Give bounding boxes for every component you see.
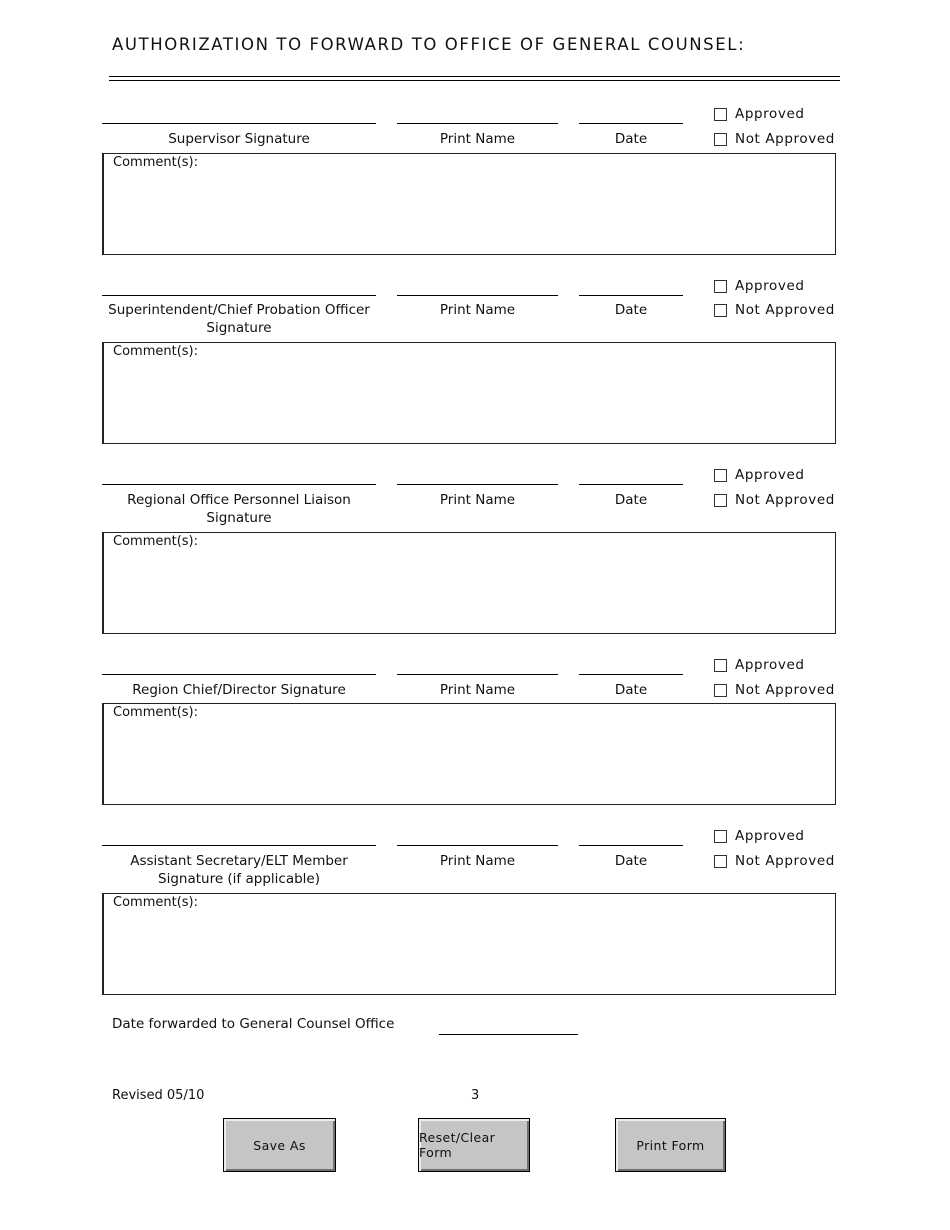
print-name-caption: Print Name bbox=[439, 492, 516, 508]
date-field[interactable] bbox=[579, 674, 683, 675]
approved-checkbox[interactable] bbox=[714, 656, 805, 674]
print-name-field[interactable] bbox=[397, 295, 558, 296]
comments-label: Comment(s): bbox=[113, 895, 198, 910]
not-approved-label: Not Approved bbox=[735, 682, 835, 698]
comments-textarea[interactable] bbox=[102, 893, 836, 995]
print-name-caption: Print Name bbox=[439, 302, 516, 318]
revised-date: Revised 05/10 bbox=[112, 1088, 205, 1103]
print-name-field[interactable] bbox=[397, 674, 558, 675]
date-forwarded-label: Date forwarded to General Counsel Office bbox=[112, 1016, 395, 1032]
date-caption: Date bbox=[614, 853, 648, 869]
approval-section-region-chief bbox=[0, 654, 950, 829]
checkbox-icon[interactable] bbox=[714, 133, 727, 146]
approval-section-assistant-secretary bbox=[0, 825, 950, 1000]
checkbox-icon[interactable] bbox=[714, 659, 727, 672]
signature-caption: Superintendent/Chief Probation Officer Signature bbox=[108, 302, 370, 336]
date-caption: Date bbox=[614, 682, 648, 698]
checkbox-icon[interactable] bbox=[714, 304, 727, 317]
date-field[interactable] bbox=[579, 845, 683, 846]
approved-label: Approved bbox=[735, 828, 805, 844]
print-name-caption: Print Name bbox=[439, 131, 516, 147]
form-title: AUTHORIZATION TO FORWARD TO OFFICE OF GENERAL COUNSEL: bbox=[112, 35, 746, 54]
date-caption: Date bbox=[614, 492, 648, 508]
checkbox-icon[interactable] bbox=[714, 830, 727, 843]
print-name-caption: Print Name bbox=[439, 682, 516, 698]
approval-section-regional-liaison bbox=[0, 464, 950, 639]
print-name-field[interactable] bbox=[397, 123, 558, 124]
not-approved-checkbox[interactable] bbox=[714, 130, 835, 148]
signature-caption: Regional Office Personnel Liaison Signature bbox=[127, 492, 351, 526]
signature-field[interactable] bbox=[102, 845, 376, 846]
approved-label: Approved bbox=[735, 278, 805, 294]
signature-caption: Supervisor Signature bbox=[168, 131, 310, 147]
approved-checkbox[interactable] bbox=[714, 466, 805, 484]
checkbox-icon[interactable] bbox=[714, 494, 727, 507]
comments-label: Comment(s): bbox=[113, 705, 198, 720]
comments-label: Comment(s): bbox=[113, 344, 198, 359]
date-forwarded-field[interactable] bbox=[439, 1034, 578, 1035]
checkbox-icon[interactable] bbox=[714, 684, 727, 697]
not-approved-label: Not Approved bbox=[735, 131, 835, 147]
approval-section-superintendent bbox=[0, 274, 950, 449]
print-name-caption: Print Name bbox=[439, 853, 516, 869]
date-caption: Date bbox=[614, 302, 648, 318]
comments-label: Comment(s): bbox=[113, 534, 198, 549]
signature-field[interactable] bbox=[102, 674, 376, 675]
page-number: 3 bbox=[471, 1088, 480, 1103]
save-as-button[interactable]: Save As bbox=[223, 1118, 336, 1172]
signature-field[interactable] bbox=[102, 123, 376, 124]
comments-textarea[interactable] bbox=[102, 153, 836, 255]
not-approved-label: Not Approved bbox=[735, 853, 835, 869]
print-name-field[interactable] bbox=[397, 484, 558, 485]
approved-label: Approved bbox=[735, 106, 805, 122]
not-approved-checkbox[interactable] bbox=[714, 301, 835, 319]
title-rule-top bbox=[109, 76, 840, 77]
approved-label: Approved bbox=[735, 657, 805, 673]
comments-textarea[interactable] bbox=[102, 703, 836, 805]
signature-caption: Region Chief/Director Signature bbox=[132, 682, 346, 698]
comments-textarea[interactable] bbox=[102, 532, 836, 634]
approved-checkbox[interactable] bbox=[714, 827, 805, 845]
print-name-field[interactable] bbox=[397, 845, 558, 846]
not-approved-checkbox[interactable] bbox=[714, 491, 835, 509]
checkbox-icon[interactable] bbox=[714, 469, 727, 482]
comments-label: Comment(s): bbox=[113, 155, 198, 170]
not-approved-label: Not Approved bbox=[735, 302, 835, 318]
checkbox-icon[interactable] bbox=[714, 280, 727, 293]
date-field[interactable] bbox=[579, 295, 683, 296]
not-approved-checkbox[interactable] bbox=[714, 852, 835, 870]
approved-label: Approved bbox=[735, 467, 805, 483]
signature-caption: Assistant Secretary/ELT Member Signature (if applicable) bbox=[130, 853, 348, 887]
print-form-button[interactable]: Print Form bbox=[615, 1118, 726, 1172]
date-field[interactable] bbox=[579, 484, 683, 485]
not-approved-checkbox[interactable] bbox=[714, 681, 835, 699]
date-field[interactable] bbox=[579, 123, 683, 124]
checkbox-icon[interactable] bbox=[714, 855, 727, 868]
approved-checkbox[interactable] bbox=[714, 105, 805, 123]
approved-checkbox[interactable] bbox=[714, 277, 805, 295]
signature-field[interactable] bbox=[102, 295, 376, 296]
approval-section-supervisor bbox=[0, 102, 950, 277]
checkbox-icon[interactable] bbox=[714, 108, 727, 121]
not-approved-label: Not Approved bbox=[735, 492, 835, 508]
reset-clear-form-button[interactable]: Reset/Clear Form bbox=[418, 1118, 530, 1172]
title-rule-bottom bbox=[109, 80, 840, 81]
signature-field[interactable] bbox=[102, 484, 376, 485]
date-caption: Date bbox=[614, 131, 648, 147]
comments-textarea[interactable] bbox=[102, 342, 836, 444]
